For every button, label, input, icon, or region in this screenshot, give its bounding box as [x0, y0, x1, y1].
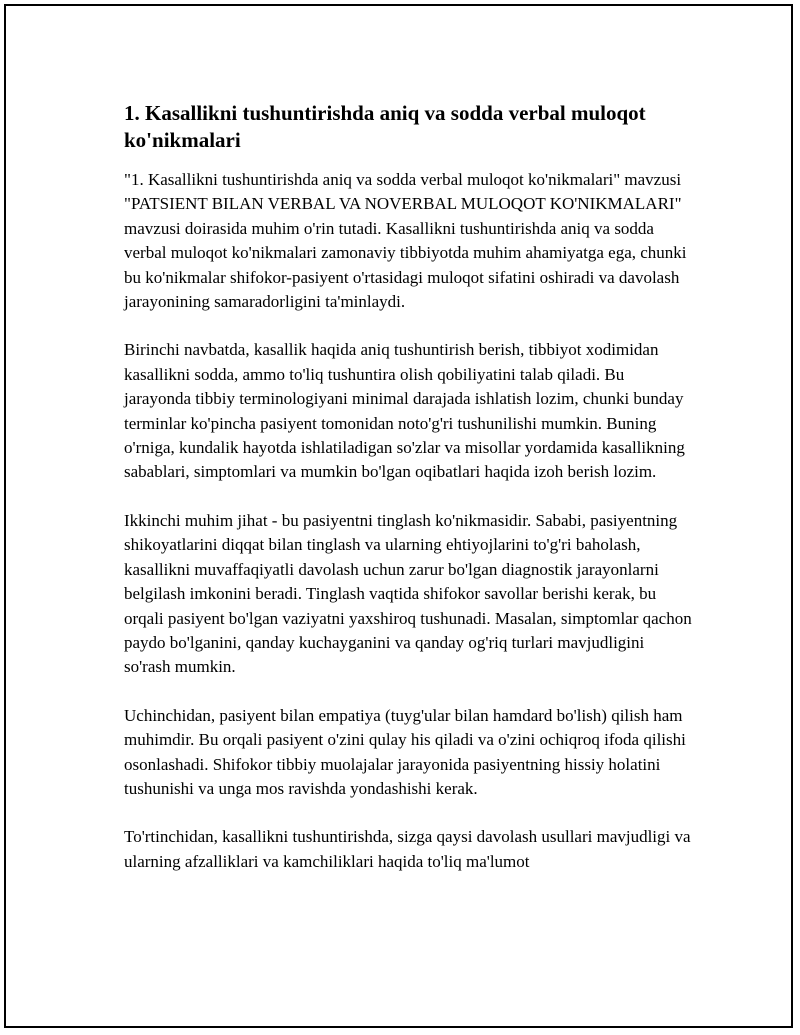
paragraph-2: Birinchi navbatda, kasallik haqida aniq tushuntirish berish, tibbiyot xodimidan kasallikni sodda, ammo to'liq tushuntira olish qobiliyatini talab qiladi. Bu jarayonda tibbiy terminologiyani minimal darajada ishlatish lozim, chunki bunday terminlar ko'pincha pasiyent tomonidan noto'g'ri tushunilishi mumkin. Buning o'rniga, kundalik hayotda ishlatiladigan so'zlar va misollar yordamida kasallikning sabablari, simptomlari va mumkin bo'lgan oqibatlari haqida izoh berish lozim. [124, 340, 685, 482]
paragraph-5: To'rtinchidan, kasallikni tushuntirishda, sizga qaysi davolash usullari mavjudligi va ularning afzalliklari va kamchiliklari haqida to'liq ma'lumot [124, 827, 691, 871]
paragraph-4: Uchinchidan, pasiyent bilan empatiya (tuyg'ular bilan hamdard bo'lish) qilish ham muhimdir. Bu orqali pasiyent o'zini qulay his qiladi va o'zini ochiqroq ifoda qilishi osonlashadi. Shifokor tibbiy muolajalar jarayonida pasiyentning hissiy holatini tushunishi va unga mos ravishda yondashishi kerak. [124, 705, 686, 798]
document-body [124, 100, 692, 898]
paragraph-3: Ikkinchi muhim jihat - bu pasiyentni tinglash ko'nikmasidir. Sababi, pasiyentning shikoyatlarini diqqat bilan tinglash va ularning ehtiyojlarini to'g'ri baholash, kasallikni muvaffaqiyatli davolash uchun zarur bo'lgan diagnostik jarayonlarni belgilash imkonini beradi. Tinglash vaqtida shifokor savollar berishi kerak, bu orqali pasiyent bo'lgan vaziyatni yaxshiroq tushunadi. Masalan, simptomlar qachon paydo bo'lganini, qanday kuchayganini va qanday og'riq turlari mavjudligini so'rash mumkin. [124, 510, 692, 677]
page-frame [4, 4, 793, 1028]
document-title: 1. Kasallikni tushuntirishda aniq va sodda verbal muloqot ko'nikmalari [124, 101, 646, 152]
paragraph-1: "1. Kasallikni tushuntirishda aniq va sodda verbal muloqot ko'nikmalari" mavzusi "PATSIENT BILAN VERBAL VA NOVERBAL MULOQOT KO'NIKMALARI" mavzusi doirasida muhim o'rin tutadi. Kasallikni tushuntirishda aniq va sodda verbal muloqot ko'nikmalari zamonaviy tibbiyotda muhim ahamiyatga ega, chunki bu ko'nikmalar shifokor-pasiyent o'rtasidagi muloqot sifatini oshiradi va davolash jarayonining samaradorligini ta'minlaydi. [124, 170, 687, 312]
